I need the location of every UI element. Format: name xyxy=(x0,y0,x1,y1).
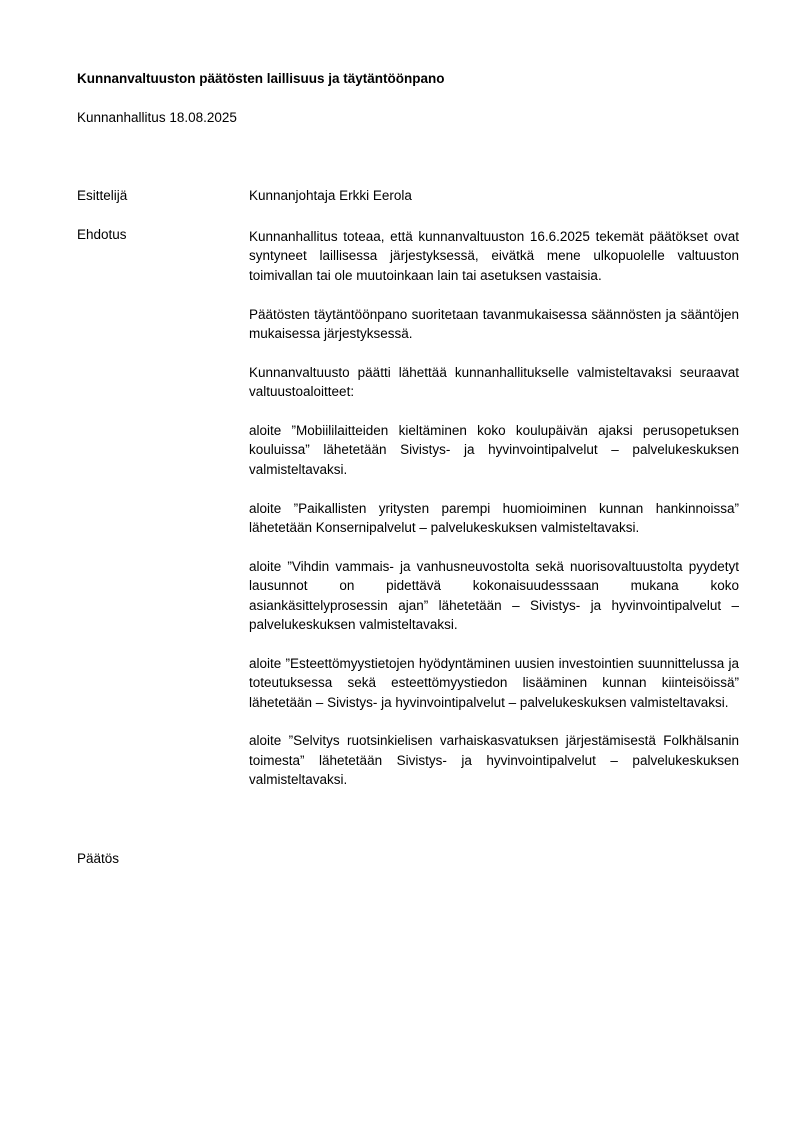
initiative-paragraph: aloite ”Vihdin vammais- ja vanhusneuvostolta sekä nuorisovaltuustolta pyydetyt lausunnot on pidettävä kokonaisuudesssaan mukana koko asiankäsittelyprosessin ajan” lähetetään – Sivistys- ja hyvinvointipalvelut – palvelukeskuksen valmisteltavaksi. xyxy=(249,558,739,633)
proposal-body xyxy=(249,227,739,790)
initiative-paragraph: aloite ”Esteettömyystietojen hyödyntäminen uusien investointien suunnittelussa ja toteutuksessa sekä esteettömyystiedon lisääminen kunnan kiinteisöissä” lähetetään – Sivistys- ja hyvinvointipalvelut – palvelukeskuksen valmisteltavaksi. xyxy=(249,655,739,710)
initiative-paragraph: aloite ”Paikallisten yritysten parempi huomioiminen kunnan hankinnoissa” lähetetään Konsernipalvelut – palvelukeskuksen valmisteltavaksi. xyxy=(249,500,739,536)
meeting-info: Kunnanhallitus 18.08.2025 xyxy=(77,110,237,125)
initiative-paragraph: aloite ”Selvitys ruotsinkielisen varhaiskasvatuksen järjestämisestä Folkhälsanin toimesta” lähetetään Sivistys- ja hyvinvointipalvelut – palvelukeskuksen valmisteltavaksi. xyxy=(249,733,739,788)
proposal-paragraph: Päätösten täytäntöönpano suoritetaan tavanmukaisessa säännösten ja sääntöjen mukaisessa järjestyksessä. xyxy=(249,306,739,342)
presenter-name: Kunnanjohtaja Erkki Eerola xyxy=(249,188,412,203)
proposal-paragraph: Kunnanhallitus toteaa, että kunnanvaltuuston 16.6.2025 tekemät päätökset ovat syntyneet laillisessa järjestyksessä, eivätkä mene ulkopuolelle valtuuston toimivallan tai ole muutoinkaan lain tai asetuksen vastaisia. xyxy=(249,229,739,283)
document-title: Kunnanvaltuuston päätösten laillisuus ja täytäntöönpano xyxy=(77,71,445,86)
initiative-paragraph: aloite ”Mobiililaitteiden kieltäminen koko koulupäivän ajaksi perusopetuksen kouluissa” lähetetään Sivistys- ja hyvinvointipalvelut – palvelukeskuksen valmisteltavaksi. xyxy=(249,423,739,477)
decision-label: Päätös xyxy=(77,851,120,866)
presenter-label: Esittelijä xyxy=(77,188,128,203)
proposal-paragraph: Kunnanvaltuusto päätti lähettää kunnanhallitukselle valmisteltavaksi seuraavat valtuustoaloitteet: xyxy=(249,364,739,400)
proposal-label: Ehdotus xyxy=(77,227,127,242)
